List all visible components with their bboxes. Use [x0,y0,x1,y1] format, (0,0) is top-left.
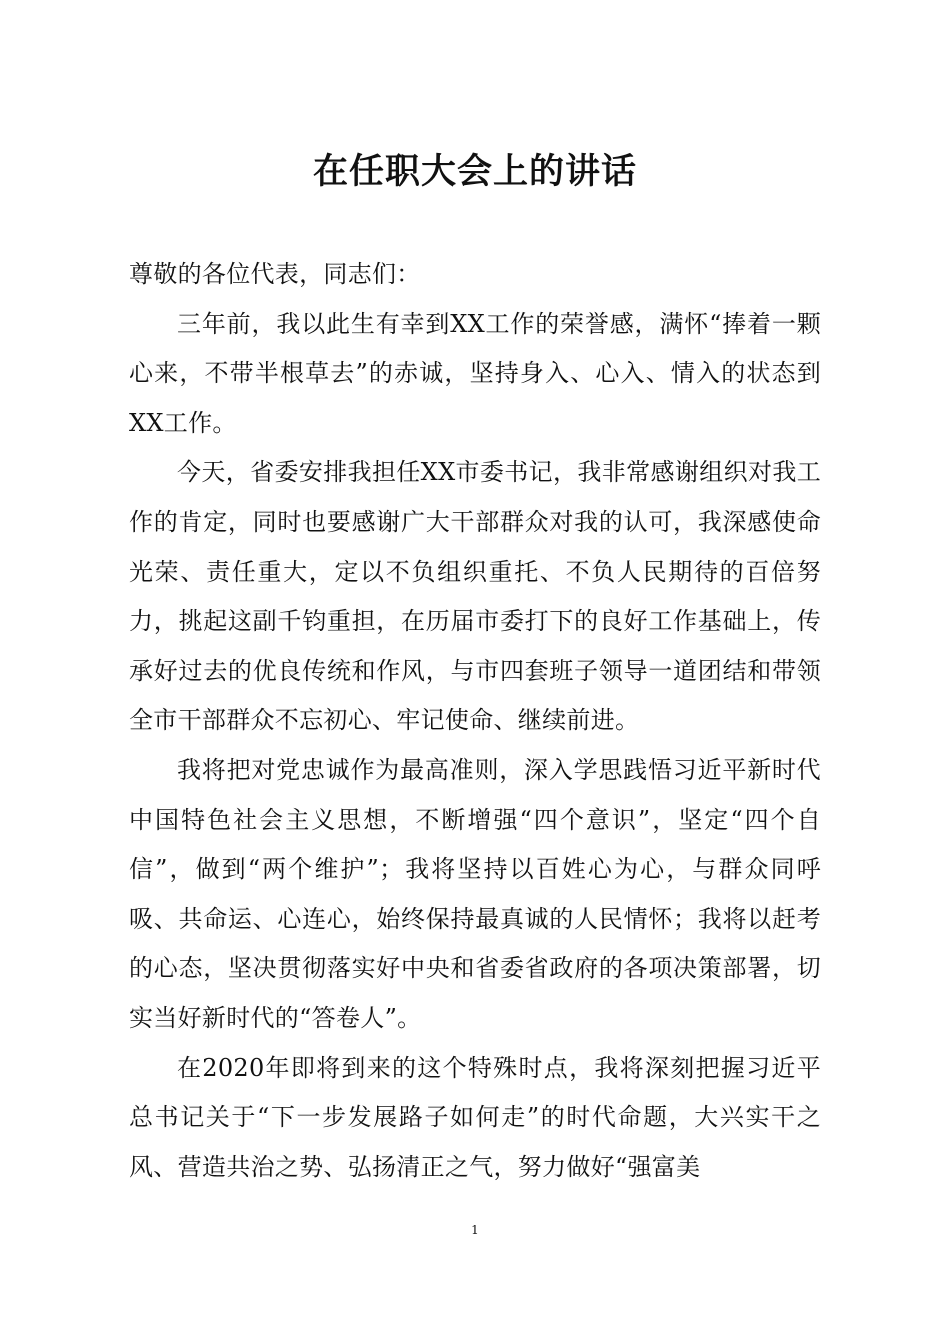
paragraph-3: 我将把对党忠诚作为最高准则，深入学思践悟习近平新时代中国特色社会主义思想，不断增强“四个意识”，坚定“四个自信”，做到“两个维护”；我将坚持以百姓心为心，与群众同呼吸、共命运、心连心，始终保持最真诚的人民情怀；我将以赶考的心态，坚决贯彻落实好中央和省委省政府的各项决策部署，切实当好新时代的“答卷人”。 [129,755,821,1032]
document-title: 在任职大会上的讲话 [312,151,637,192]
paragraph-2: 今天，省委安排我担任XX市委书记，我非常感谢组织对我工作的肯定，同时也要感谢广大干部群众对我的认可，我深感使命光荣、责任重大，定以不负组织重托、不负人民期待的百倍努力，挑起这副千钧重担，在历届市委打下的良好工作基础上，传承好过去的优良传统和作风，与市四套班子领导一道团结和带领全市干部群众不忘初心、牢记使命、继续前进。 [129,458,821,735]
paragraph-4: 在2020年即将到来的这个特殊时点，我将深刻把握习近平总书记关于“下一步发展路子如何走”的时代命题，大兴实干之风、营造共治之势、弘扬清正之气，努力做好“强富美 [129,1053,821,1181]
salutation: 尊敬的各位代表，同志们： [129,260,421,288]
page-number: 1 [471,1223,479,1237]
paragraph-1: 三年前，我以此生有幸到XX工作的荣誉感，满怀“捧着一颗心来，不带半根草去”的赤诚，坚持身入、心入、情入的状态到XX工作。 [129,309,821,437]
document-body [129,250,821,1192]
